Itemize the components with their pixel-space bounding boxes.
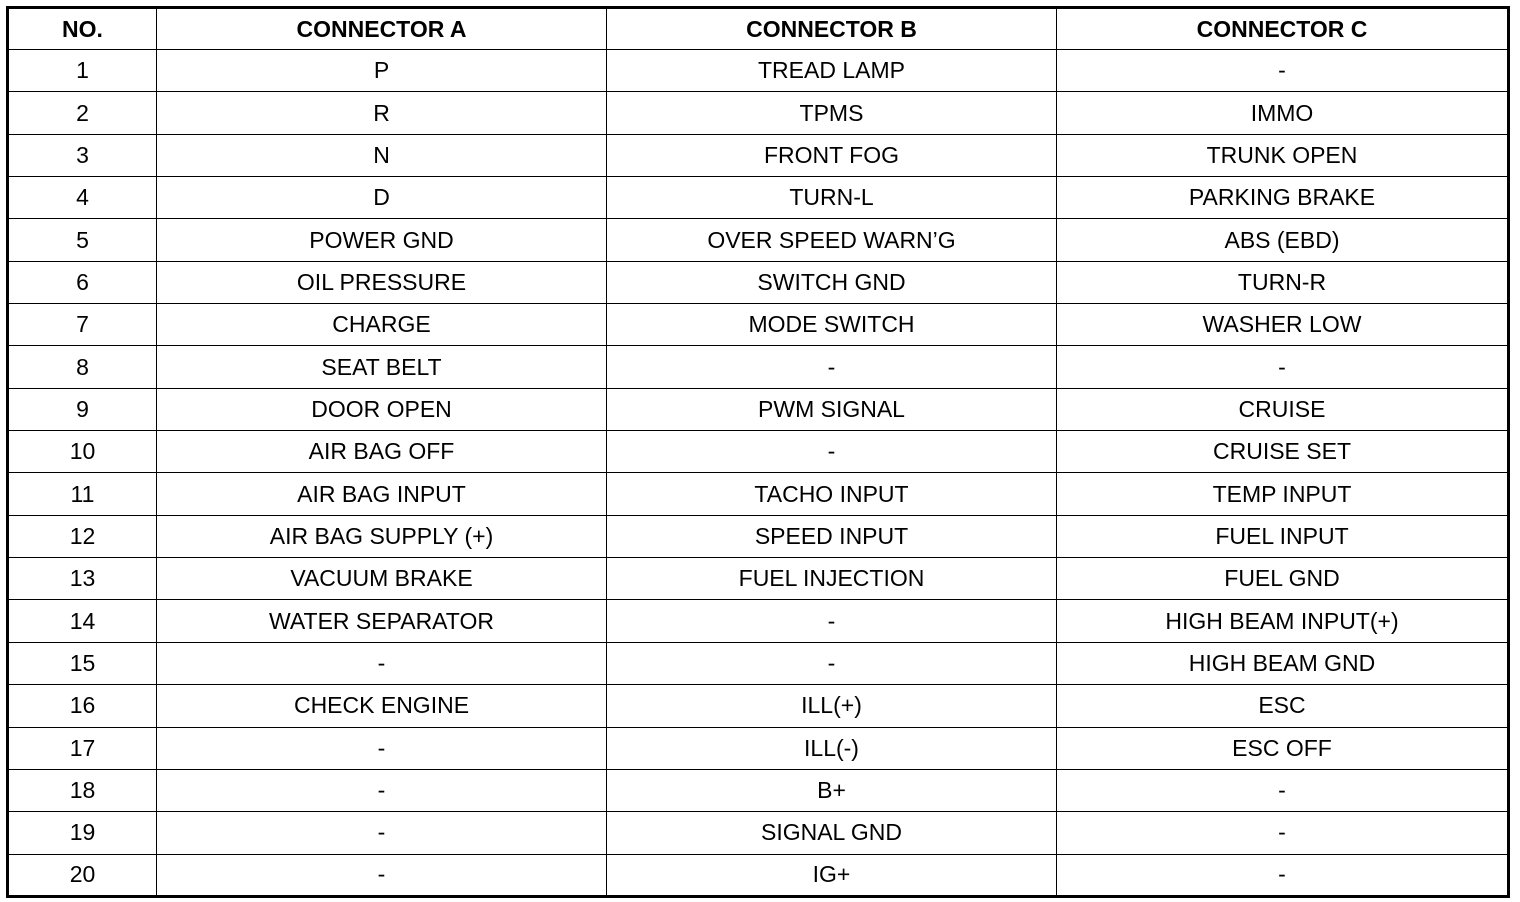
cell-no: 6: [8, 261, 157, 303]
table-row: [8, 304, 1509, 346]
table-row: [8, 769, 1509, 811]
cell-connector-b: MODE SWITCH: [607, 304, 1057, 346]
cell-connector-a: -: [157, 854, 607, 896]
header-connector-b: CONNECTOR B: [607, 8, 1057, 50]
cell-connector-a: WATER SEPARATOR: [157, 600, 607, 642]
table-row: [8, 727, 1509, 769]
cell-connector-b: ILL(-): [607, 727, 1057, 769]
cell-connector-b: PWM SIGNAL: [607, 388, 1057, 430]
table-row: [8, 92, 1509, 134]
cell-connector-c: HIGH BEAM GND: [1057, 642, 1509, 684]
table-body: [8, 50, 1509, 897]
cell-no: 16: [8, 685, 157, 727]
cell-connector-c: PARKING BRAKE: [1057, 177, 1509, 219]
cell-no: 4: [8, 177, 157, 219]
cell-no: 5: [8, 219, 157, 261]
cell-connector-a: CHARGE: [157, 304, 607, 346]
cell-no: 3: [8, 134, 157, 176]
cell-no: 2: [8, 92, 157, 134]
cell-connector-b: IG+: [607, 854, 1057, 896]
table-row: [8, 558, 1509, 600]
cell-connector-c: ABS (EBD): [1057, 219, 1509, 261]
cell-connector-b: -: [607, 346, 1057, 388]
cell-no: 9: [8, 388, 157, 430]
cell-connector-a: POWER GND: [157, 219, 607, 261]
cell-connector-c: -: [1057, 50, 1509, 92]
cell-no: 7: [8, 304, 157, 346]
table-row: [8, 854, 1509, 896]
cell-connector-a: AIR BAG INPUT: [157, 473, 607, 515]
table-row: [8, 685, 1509, 727]
cell-connector-c: TEMP INPUT: [1057, 473, 1509, 515]
cell-connector-a: OIL PRESSURE: [157, 261, 607, 303]
cell-connector-b: SWITCH GND: [607, 261, 1057, 303]
cell-connector-a: P: [157, 50, 607, 92]
cell-no: 18: [8, 769, 157, 811]
table-row: [8, 812, 1509, 854]
cell-connector-a: SEAT BELT: [157, 346, 607, 388]
connector-pinout-table: [6, 6, 1510, 898]
cell-connector-b: TURN-L: [607, 177, 1057, 219]
cell-connector-c: IMMO: [1057, 92, 1509, 134]
cell-no: 8: [8, 346, 157, 388]
cell-connector-a: R: [157, 92, 607, 134]
table-row: [8, 177, 1509, 219]
cell-connector-b: -: [607, 431, 1057, 473]
cell-connector-c: -: [1057, 854, 1509, 896]
cell-connector-c: ESC OFF: [1057, 727, 1509, 769]
cell-connector-c: TURN-R: [1057, 261, 1509, 303]
cell-connector-a: AIR BAG SUPPLY (+): [157, 515, 607, 557]
cell-connector-b: B+: [607, 769, 1057, 811]
table-row: [8, 134, 1509, 176]
cell-connector-c: -: [1057, 769, 1509, 811]
cell-connector-b: ILL(+): [607, 685, 1057, 727]
header-connector-c: CONNECTOR C: [1057, 8, 1509, 50]
cell-connector-b: OVER SPEED WARN’G: [607, 219, 1057, 261]
cell-no: 17: [8, 727, 157, 769]
cell-no: 14: [8, 600, 157, 642]
header-no: NO.: [8, 8, 157, 50]
table-row: [8, 515, 1509, 557]
cell-connector-a: N: [157, 134, 607, 176]
cell-connector-a: -: [157, 769, 607, 811]
cell-no: 20: [8, 854, 157, 896]
cell-connector-a: -: [157, 642, 607, 684]
cell-connector-b: -: [607, 642, 1057, 684]
table-header-row: [8, 8, 1509, 50]
table-row: [8, 346, 1509, 388]
cell-connector-b: SPEED INPUT: [607, 515, 1057, 557]
cell-connector-a: AIR BAG OFF: [157, 431, 607, 473]
cell-connector-c: -: [1057, 346, 1509, 388]
cell-connector-a: D: [157, 177, 607, 219]
table-row: [8, 431, 1509, 473]
cell-connector-c: -: [1057, 812, 1509, 854]
table-row: [8, 388, 1509, 430]
cell-connector-c: TRUNK OPEN: [1057, 134, 1509, 176]
cell-connector-a: VACUUM BRAKE: [157, 558, 607, 600]
cell-connector-b: FUEL INJECTION: [607, 558, 1057, 600]
cell-no: 19: [8, 812, 157, 854]
cell-no: 10: [8, 431, 157, 473]
cell-connector-b: TREAD LAMP: [607, 50, 1057, 92]
cell-no: 13: [8, 558, 157, 600]
cell-no: 15: [8, 642, 157, 684]
table-row: [8, 261, 1509, 303]
table-row: [8, 473, 1509, 515]
table-row: [8, 600, 1509, 642]
header-connector-a: CONNECTOR A: [157, 8, 607, 50]
cell-connector-a: CHECK ENGINE: [157, 685, 607, 727]
cell-connector-c: CRUISE: [1057, 388, 1509, 430]
cell-no: 1: [8, 50, 157, 92]
cell-connector-c: FUEL INPUT: [1057, 515, 1509, 557]
cell-connector-b: SIGNAL GND: [607, 812, 1057, 854]
table-row: [8, 219, 1509, 261]
cell-no: 11: [8, 473, 157, 515]
cell-connector-c: WASHER LOW: [1057, 304, 1509, 346]
cell-connector-a: -: [157, 727, 607, 769]
table-row: [8, 642, 1509, 684]
cell-connector-b: -: [607, 600, 1057, 642]
cell-connector-a: DOOR OPEN: [157, 388, 607, 430]
cell-connector-b: TPMS: [607, 92, 1057, 134]
table-row: [8, 50, 1509, 92]
cell-connector-b: FRONT FOG: [607, 134, 1057, 176]
cell-connector-c: CRUISE SET: [1057, 431, 1509, 473]
cell-connector-a: -: [157, 812, 607, 854]
cell-connector-c: ESC: [1057, 685, 1509, 727]
cell-connector-b: TACHO INPUT: [607, 473, 1057, 515]
cell-connector-c: HIGH BEAM INPUT(+): [1057, 600, 1509, 642]
cell-no: 12: [8, 515, 157, 557]
cell-connector-c: FUEL GND: [1057, 558, 1509, 600]
